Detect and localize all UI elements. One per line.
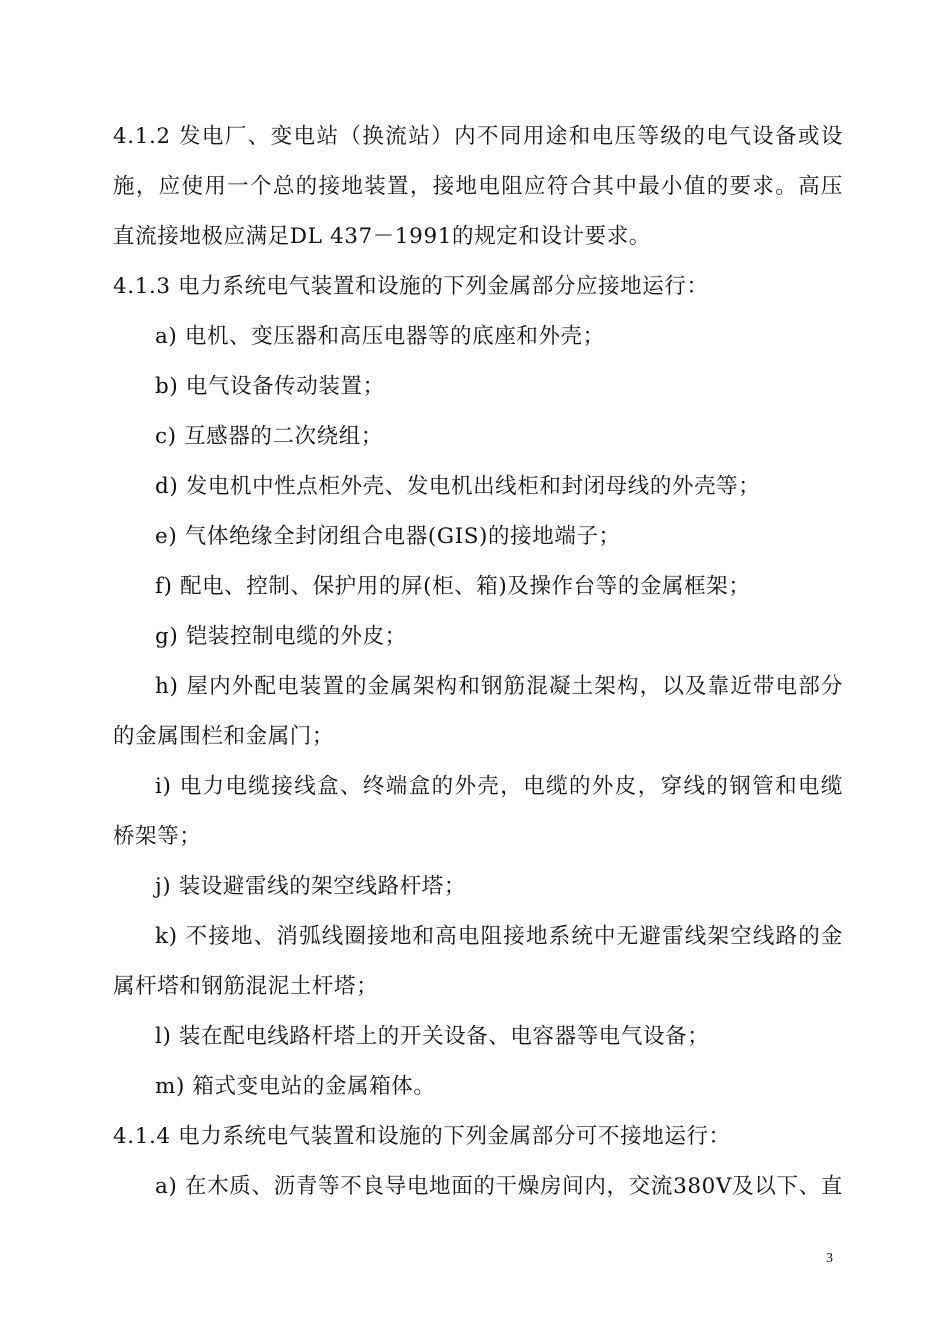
list-item-continuation: 属杆塔和钢筋混泥土杆塔； xyxy=(113,974,379,999)
list-item: a) 电机、变压器和高压电器等的底座和外壳； xyxy=(155,324,605,349)
text-line: 4.1.3 电力系统电气装置和设施的下列金属部分应接地运行： xyxy=(113,274,709,299)
list-item: b) 电气设备传动装置； xyxy=(155,374,385,399)
text-line: 直流接地极应满足DL 437－1991的规定和设计要求。 xyxy=(113,224,651,249)
list-item: e) 气体绝缘全封闭组合电器(GIS)的接地端子； xyxy=(155,524,621,549)
list-item: f) 配电、控制、保护用的屏(柜、箱)及操作台等的金属框架； xyxy=(155,574,751,599)
list-item: m) 箱式变电站的金属箱体。 xyxy=(155,1074,436,1099)
page-number: 3 xyxy=(826,1251,833,1266)
list-item: c) 互感器的二次绕组； xyxy=(155,424,383,449)
list-item-continuation: 的金属围栏和金属门； xyxy=(113,724,335,749)
list-item: i) 电力电缆接线盒、终端盒的外壳，电缆的外皮，穿线的钢管和电缆 xyxy=(155,774,843,799)
list-item: a) 在木质、沥青等不良导电地面的干燥房间内，交流380V及以下、直 xyxy=(155,1174,843,1199)
list-item: h) 屋内外配电装置的金属架构和钢筋混凝土架构，以及靠近带电部分 xyxy=(155,674,843,699)
list-item: j) 装设避雷线的架空线路杆塔； xyxy=(155,874,466,899)
list-item: k) 不接地、消弧线圈接地和高电阻接地系统中无避雷线架空线路的金 xyxy=(155,924,843,949)
list-item: g) 铠装控制电缆的外皮； xyxy=(155,624,407,649)
list-item-continuation: 桥架等； xyxy=(113,824,202,849)
list-item: l) 装在配电线路杆塔上的开关设备、电容器等电气设备； xyxy=(155,1024,710,1049)
text-line: 4.1.2 发电厂、变电站（换流站）内不同用途和电压等级的电气设备或设 xyxy=(113,124,843,149)
list-item: d) 发电机中性点柜外壳、发电机出线柜和封闭母线的外壳等； xyxy=(155,474,761,499)
text-line: 4.1.4 电力系统电气装置和设施的下列金属部分可不接地运行： xyxy=(113,1124,731,1149)
text-line: 施，应使用一个总的接地装置，接地电阻应符合其中最小值的要求。高压 xyxy=(113,174,843,199)
